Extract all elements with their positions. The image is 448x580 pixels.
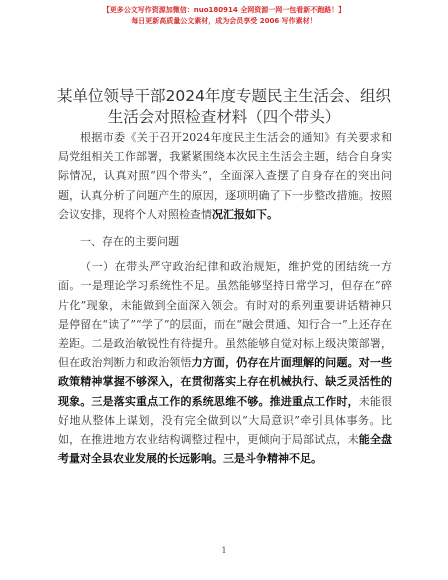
subsection-text-b: 未能很好地从整体上谋划，没有完全做到以“大局意识”牵引具体事务。比如，在推进地方农业结构调整过程中，更倾向于局部试点，未	[58, 394, 393, 447]
intro-text: 根据市委《关于召开2024年度民主生活会的通知》有关要求和局党组相关工作部署，我紧紧围绕本次民主生活会主题，结合自身实际情况，认真对照“四个带头”，全面深入查摆了自身存在的突出问题，认真分析了问题产生的原因，逐项明确了下一步整改措施。按照会议安排，现将个人对照检查情	[58, 131, 392, 221]
document-title: 某单位领导干部2024年度专题民主生活会、组织生活会对照检查材料（四个带头）	[57, 87, 391, 126]
subsection-bold-b: 对一些政策精神掌握不够深入，在贯彻落实上存在机械执行、缺乏灵活性的现象。三是落实重点工作的系统思维不够。推进重点工作时，	[58, 356, 393, 408]
subsection-bold-a: 力方面，仍存在片面理解的问题。	[191, 356, 359, 370]
section-heading: 一、存在的主要问题	[80, 235, 179, 249]
subsection-bold-c: 能全盘考量对全县农业发展的长远影响。三是斗争精神不足。	[58, 433, 393, 466]
banner-line-2: 每日更新高质量公文素材，成为会员享受 2006 写作素材！	[131, 17, 317, 25]
banner-line-1: 【更多公文写作资源加微信：nuo180914 全网资源一网一包看新不跑路！】	[102, 6, 346, 14]
intro-paragraph	[58, 128, 392, 224]
document-body	[58, 128, 392, 468]
page-number: 1	[221, 546, 227, 555]
subsection-text-a: （一）在带头严守政治纪律和政治规矩，维护党的团结统一方面。一是理论学习系统性不足。虽然能够坚持日常学习，但存在“碎片化”现象，未能做到全面深入领会。有时对的系列重要讲话精神只是停留在“读了”“学了”的层面，而在“融会贯通、知行合一”上还存在差距。二是政治敏锐性有待提升。虽然能够自觉对标上级决策部署，但在政治判断力和政治领悟	[58, 260, 392, 370]
header-banner	[86, 5, 362, 37]
intro-bold-text: 况汇报如下。	[212, 207, 278, 221]
subsection-paragraph	[58, 257, 392, 468]
